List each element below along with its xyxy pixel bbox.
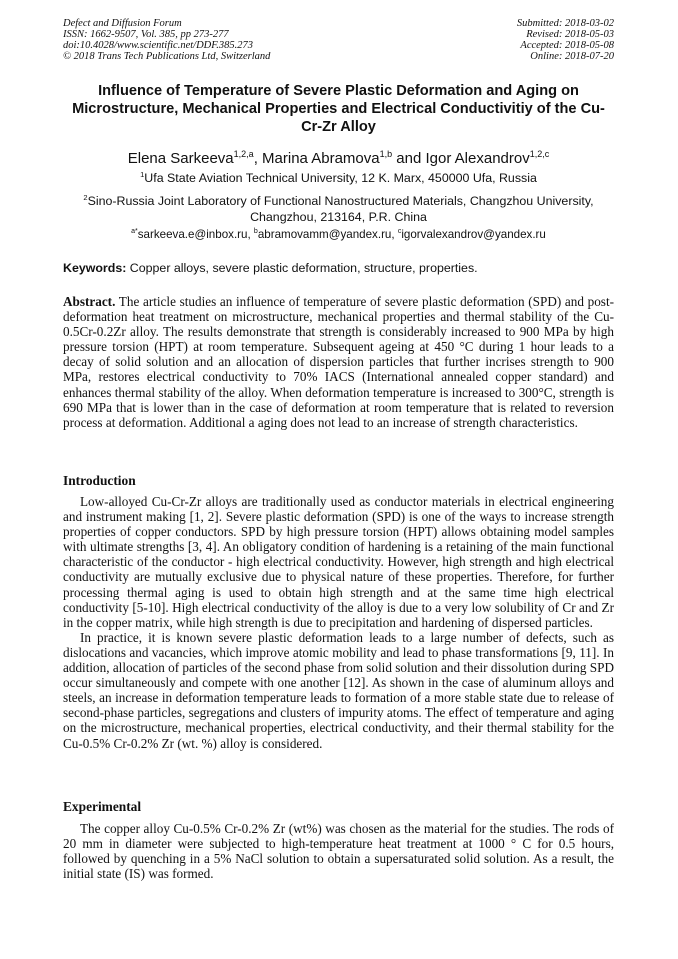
author-affiliation-marker: 1,b bbox=[379, 149, 393, 159]
abstract-text: The article studies an influence of temperature of severe plastic deformation (SPD) and post-deformation heat treatment on microstructure, mechanical properties and thermal stability of the Cu-0.5Cr-0.2Zr alloy. The results demonstrate that strength is considerably increased to 900 MPa by high pressure torsion (HPT) at room temperature. Subsequent ageing at 450 °C during 1 hour leads to a decay of solid solution and an allocation of dispersion particles that further incrises strength to 900 MPa, restores electrical conductivity to 70% IACS (International annealed copper standard) and enhances thermal stability of the alloy. When deformation temperature is increased to 300°C, strength is 690 MPa that is lower than in the case of deformation at room temperature that is related to reversion process at deformation. Additional a aging does not lead to an increase of strength characteristics. bbox=[63, 294, 614, 430]
email-marker: c bbox=[397, 228, 402, 235]
experimental-body bbox=[63, 821, 614, 881]
section-heading-introduction: Introduction bbox=[63, 473, 136, 488]
accepted-date: Accepted: 2018-05-08 bbox=[520, 40, 614, 51]
paragraph: Low-alloyed Cu-Cr-Zr alloys are traditionally used as conductor materials in electrical engineering and instrument making [1, 2]. Severe plastic deformation (SPD) is one of the ways to increase strength properties of copper conductors. SPD by high pressure torsion (HPT) allows obtaining model samples with ultimate strengths [3, 4]. An obligatory condition of hardening is a retaining of the main functional characteristic of the conductor - high electrical conductivity. However, high strength and high electrical conductivity are mutually exclusive due to physical nature of these properties. Therefore, for further processing thermal aging is used to obtain high strength and at the same time high electrical conductivity [5-10]. High electrical conductivity of the alloy is due to a very low solubility of Cr and Zr in the copper matrix, while high strength is due to precipitation and hardening of dispersed particles. bbox=[63, 494, 614, 630]
issn-line: ISSN: 1662-9507, Vol. 385, pp 273-277 bbox=[63, 29, 229, 40]
email-link[interactable]: abramovamm@yandex.ru, bbox=[257, 228, 398, 241]
keywords-label: Keywords: bbox=[63, 261, 127, 275]
journal-info bbox=[63, 18, 270, 62]
paper-title: Influence of Temperature of Severe Plastic Deformation and Aging on Microstructure, Mechanical Properties and Electrical Conductivitiy of the Cu-Cr-Zr Alloy bbox=[72, 83, 605, 135]
author-affiliation-marker: 1,2,c bbox=[529, 149, 550, 159]
affiliation-marker: 1 bbox=[140, 170, 145, 179]
keywords-text: Copper alloys, severe plastic deformation, structure, properties. bbox=[126, 261, 478, 275]
submission-dates bbox=[517, 18, 614, 62]
paragraph: In practice, it is known severe plastic deformation leads to a large number of defects, such as dislocations and vacancies, which improve atomic mobility and lead to phase transformations [9, 11]. In addition, allocation of particles of the second phase from solid solution and their dissolution during SPD occur simultaneously and compete with one another [12]. As shown in the case of aluminum alloys and steels, an increase in deformation temperature leads to formation of a more stable state due to release of second-phase particles, segregations and clusters of impurity atoms. The effect of temperature and aging on the microstructure, mechanical properties, electrical conductivity, and their thermal stability for the Cu-0.5% Cr-0.2% Zr (wt. %) alloy is considered. bbox=[63, 629, 614, 751]
email-marker: b bbox=[253, 228, 258, 235]
author-separator: , bbox=[253, 150, 263, 167]
introduction-body bbox=[63, 494, 614, 751]
affiliation bbox=[63, 167, 614, 186]
doi-line: doi:10.4028/www.scientific.net/DDF.385.273 bbox=[63, 40, 254, 51]
affiliation-text: Sino-Russia Joint Laboratory of Functional Nanostructured Materials, Changzhou University, Changzhou, 213164, P.R. China bbox=[87, 194, 594, 224]
section-heading-experimental: Experimental bbox=[63, 799, 142, 814]
submitted-date: Submitted: 2018-03-02 bbox=[516, 18, 614, 29]
abstract bbox=[63, 294, 614, 430]
affiliation-marker: 2 bbox=[83, 193, 88, 202]
email-marker: a* bbox=[131, 228, 138, 235]
copyright-line: © 2018 Trans Tech Publications Ltd, Switzerland bbox=[63, 51, 271, 62]
author-separator: and bbox=[392, 150, 426, 167]
email-link[interactable]: sarkeeva.e@inbox.ru, bbox=[137, 228, 254, 241]
author-name: Igor Alexandrov bbox=[425, 150, 530, 167]
author-affiliation-marker: 1,2,a bbox=[233, 149, 254, 159]
email-link[interactable]: igorvalexandrov@yandex.ru bbox=[401, 228, 546, 241]
online-date: Online: 2018-07-20 bbox=[530, 51, 614, 62]
abstract-label: Abstract. bbox=[63, 294, 116, 309]
author-list bbox=[63, 145, 614, 168]
revised-date: Revised: 2018-05-03 bbox=[526, 29, 614, 40]
journal-name: Defect and Diffusion Forum bbox=[63, 18, 182, 29]
email-list bbox=[63, 225, 614, 242]
author-name: Marina Abramova bbox=[262, 150, 380, 167]
affiliation-text: Ufa State Aviation Technical University, 12 K. Marx, 450000 Ufa, Russia bbox=[144, 171, 537, 185]
paragraph: The copper alloy Cu-0.5% Cr-0.2% Zr (wt%) was chosen as the material for the studies. The rods of 20 mm in diameter were subjected to high-temperature heat treatment at 1000 ° C for 0.5 hours, followed by quenching in a 5% NaCl solution to obtain a supersaturated solid solution. As a result, the initial state (IS) was formed. bbox=[63, 821, 614, 882]
affiliation bbox=[63, 190, 614, 225]
author-name: Elena Sarkeeva bbox=[127, 150, 234, 167]
keywords bbox=[63, 261, 614, 275]
